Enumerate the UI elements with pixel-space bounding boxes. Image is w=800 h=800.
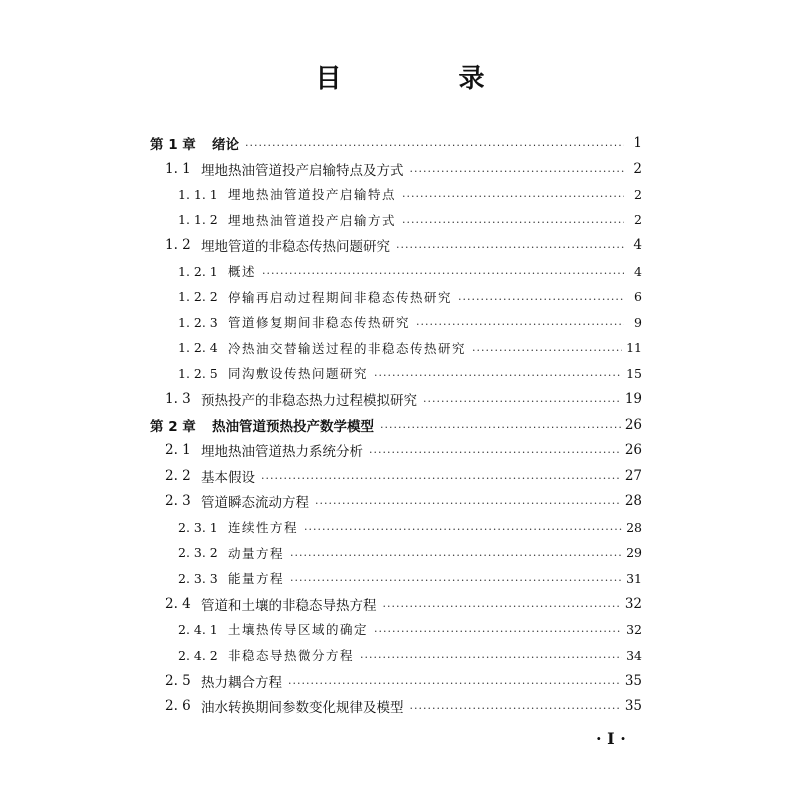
toc-entry-section[interactable] [165, 489, 642, 513]
toc-entry-title: 停输再启动过程期间非稳态传热研究 [228, 289, 453, 305]
toc-entry-page: 9 [634, 314, 642, 330]
toc-entry-title: 非稳态导热微分方程 [228, 648, 355, 663]
toc-entry-subsection[interactable] [178, 361, 642, 385]
toc-entry-number: 第 1 章 [150, 137, 196, 153]
toc-dot-leader [262, 265, 624, 279]
toc-entry-page: 26 [624, 416, 642, 433]
toc-entry-page: 2 [634, 212, 642, 228]
toc-entry-page: 4 [633, 237, 642, 254]
toc-entry-title: 动量方程 [228, 545, 285, 561]
toc-entry-chapter[interactable] [150, 131, 642, 155]
toc-dot-leader [261, 470, 621, 484]
toc-entry-page: 28 [626, 519, 642, 535]
toc-entry-subsection[interactable] [178, 541, 642, 565]
toc-entry-subsection[interactable] [178, 617, 642, 641]
toc-entry-page: 4 [634, 263, 642, 279]
toc-entry-page: 6 [634, 289, 642, 305]
toc-entry-page: 27 [624, 467, 642, 484]
toc-entry-title: 管道和土壤的非稳态导热方程 [201, 597, 377, 614]
toc-entry-page: 28 [624, 493, 642, 510]
toc-entry-page: 32 [624, 595, 642, 612]
toc-dot-leader [304, 521, 622, 535]
toc-entry-subsection[interactable] [178, 566, 642, 590]
toc-entry-page: 29 [626, 545, 642, 561]
toc-dot-leader [369, 444, 621, 458]
toc-title: 目 录 [315, 64, 539, 94]
toc-entry-page: 15 [626, 365, 642, 381]
toc-dot-leader [380, 419, 621, 433]
toc-entry-title: 连续性方程 [228, 520, 299, 535]
toc-entry-page: 2 [634, 186, 642, 202]
toc-dot-leader [472, 342, 622, 356]
toc-dot-leader [360, 649, 622, 663]
page-number-footer: · Ⅰ · [596, 729, 626, 748]
toc-entry-title: 热力耦合方程 [201, 674, 282, 691]
toc-entry-title: 概述 [228, 264, 257, 279]
toc-entry-page: 35 [624, 698, 642, 715]
toc-dot-leader [396, 239, 624, 253]
toc-entry-title: 热油管道预热投产数学模型 [212, 418, 374, 435]
toc-dot-leader [315, 495, 621, 509]
toc-entry-number: 2. 3. 1 [178, 519, 218, 535]
toc-dot-leader [245, 137, 624, 151]
toc-entry-number: 1. 2 [165, 237, 191, 254]
toc-entry-number: 1. 2. 4 [178, 340, 218, 356]
toc-entry-number: 2. 4. 1 [178, 621, 218, 637]
toc-dot-leader [410, 163, 625, 177]
toc-entry-number: 2. 3 [165, 493, 191, 510]
toc-entry-number: 2. 5 [165, 672, 191, 689]
toc-entry-subsection[interactable] [178, 285, 642, 309]
toc-entry-title: 预热投产的非稳态热力过程模拟研究 [201, 393, 417, 409]
toc-entry-number: 1. 3 [165, 391, 191, 407]
toc-entry-number: 2. 3. 2 [178, 545, 218, 561]
toc-entry-number: 1. 2. 3 [178, 314, 218, 330]
toc-entry-title: 油水转换期间参数变化规律及模型 [201, 700, 404, 717]
toc-entry-section[interactable] [165, 694, 642, 718]
toc-entry-number: 1. 1 [165, 160, 191, 177]
toc-entry-number: 1. 2. 5 [178, 365, 218, 381]
toc-entry-page: 11 [626, 340, 642, 356]
toc-dot-leader [402, 214, 624, 228]
toc-entry-title: 基本假设 [201, 469, 255, 486]
toc-entry-number: 2. 6 [165, 698, 191, 715]
toc-entry-title: 管道修复期间非稳态传热研究 [228, 315, 411, 331]
toc-dot-leader [290, 547, 622, 561]
toc-entry-subsection[interactable] [178, 182, 642, 206]
toc-entry-title: 绪论 [212, 137, 239, 153]
toc-entry-subsection[interactable] [178, 208, 642, 232]
toc-entry-section[interactable] [165, 438, 642, 462]
toc-dot-leader [374, 367, 622, 381]
toc-entry-page: 32 [626, 621, 642, 637]
toc-entry-title: 埋地热油管道投产启输方式 [228, 212, 397, 228]
toc-entry-subsection[interactable] [178, 515, 642, 539]
toc-entry-section[interactable] [165, 157, 642, 181]
toc-entry-title: 冷热油交替输送过程的非稳态传热研究 [228, 340, 467, 356]
toc-dot-leader [458, 291, 624, 305]
toc-dot-leader [416, 316, 624, 330]
toc-entry-number: 2. 3. 3 [178, 570, 218, 586]
toc-dot-leader [410, 700, 621, 714]
toc-entry-page: 31 [626, 570, 642, 586]
toc-entry-section[interactable] [165, 233, 642, 257]
toc-entry-subsection[interactable] [178, 643, 642, 667]
toc-entry-number: 2. 2 [165, 467, 191, 484]
toc-entry-number: 2. 1 [165, 442, 191, 459]
toc-entry-page: 19 [624, 391, 642, 407]
toc-entry-number: 1. 2. 2 [178, 289, 218, 305]
toc-entry-section[interactable] [165, 387, 642, 411]
toc-entry-subsection[interactable] [178, 336, 642, 360]
toc-entry-page: 35 [624, 672, 642, 689]
toc-entry-section[interactable] [165, 669, 642, 693]
toc-entry-title: 埋地热油管道投产启输特点 [228, 187, 397, 203]
toc-entry-title: 埋地热油管道投产启输特点及方式 [201, 162, 404, 179]
toc-dot-leader [402, 188, 624, 202]
toc-entry-number: 1. 1. 2 [178, 212, 218, 228]
toc-entry-title: 埋地热油管道热力系统分析 [201, 444, 363, 461]
toc-entry-number: 1. 2. 1 [178, 263, 218, 279]
toc-entry-title: 能量方程 [228, 571, 285, 587]
toc-entry-title: 管道瞬态流动方程 [201, 495, 309, 512]
toc-entry-page: 26 [624, 442, 642, 459]
toc-dot-leader [374, 623, 622, 637]
toc-dot-leader [383, 598, 621, 612]
toc-entry-title: 土壤热传导区域的确定 [228, 622, 369, 638]
toc-entry-title: 埋地管道的非稳态传热问题研究 [201, 239, 390, 256]
toc-entry-title: 同沟敷设传热问题研究 [228, 366, 369, 382]
toc-dot-leader [288, 675, 621, 689]
toc-entry-page: 2 [633, 160, 642, 177]
toc-dot-leader [290, 572, 622, 586]
toc-entry-chapter[interactable] [150, 413, 642, 437]
toc-entry-page: 1 [633, 135, 642, 151]
toc-entry-number: 2. 4. 2 [178, 647, 218, 663]
toc-entry-section[interactable] [165, 464, 642, 488]
toc-entry-subsection[interactable] [178, 310, 642, 334]
toc-entry-number: 1. 1. 1 [178, 186, 218, 202]
toc-entry-number: 第 2 章 [150, 418, 196, 435]
toc-entry-subsection[interactable] [178, 259, 642, 283]
toc-dot-leader [423, 393, 621, 407]
toc-entry-page: 34 [626, 647, 642, 663]
toc-entry-number: 2. 4 [165, 595, 191, 612]
toc-entry-section[interactable] [165, 592, 642, 616]
